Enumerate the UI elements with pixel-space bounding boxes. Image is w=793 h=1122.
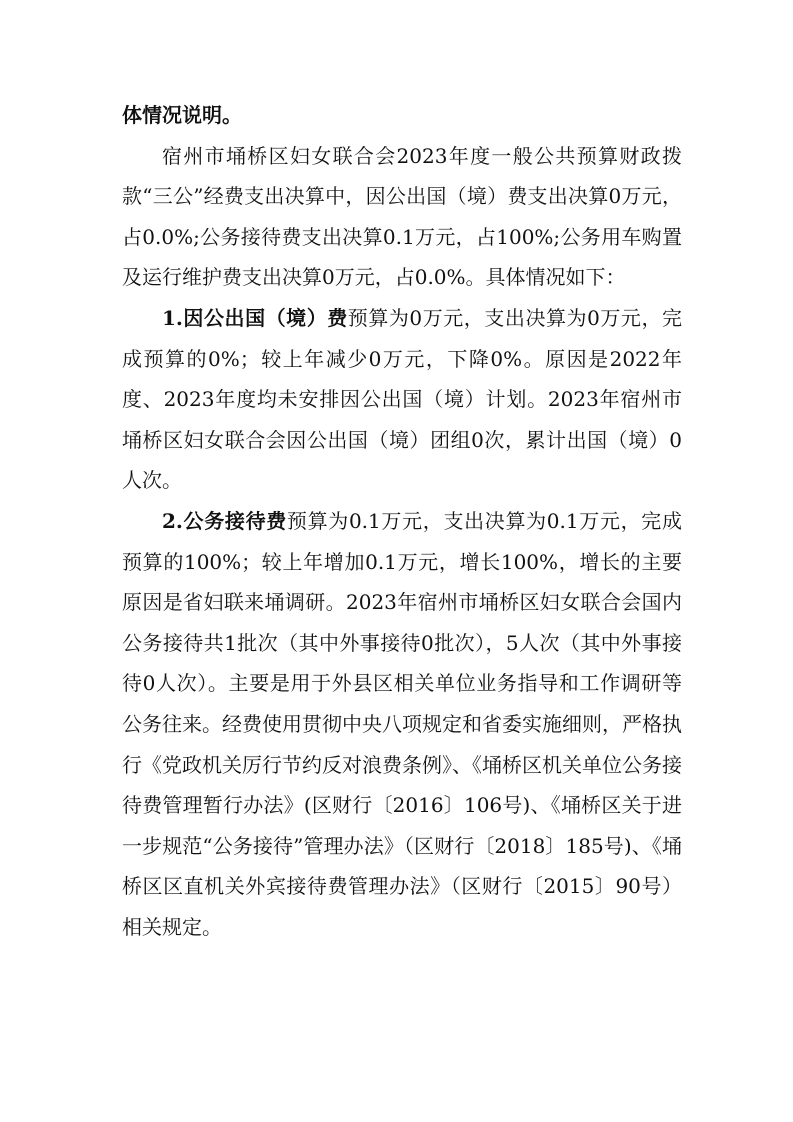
lead-heading: 体情况说明。 [122, 103, 242, 127]
item-1-body: 预算为0万元，支出决算为0万元，完成预算的0%；较上年减少0万元，下降0%。原因是2022年度、2023年度均未安排因公出国（境）计划。2023年宿州市埇桥区妇女联合会因公出国（境）团组0次，累计出国（境）0人次。 [122, 305, 682, 493]
item-2-body: 预算为0.1万元，支出决算为0.1万元，完成预算的100%；较上年增加0.1万元，增长100%，增长的主要原因是省妇联来埇调研。2023年宿州市埇桥区妇女联合会国内公务接待共1批次（其中外事接待0批次），5人次（其中外事接待0人次）。主要是用于外县区相关单位业务指导和工作调研等公务往来。经费使用贯彻中央八项规定和省委实施细则，严格执行《党政机关厉行节约反对浪费条例》、《埇桥区机关单位公务接待费管理暂行办法》(区财行〔2016〕106号)、《埇桥区关于进一步规范“公务接待”管理办法》（区财行〔2018〕185号)、《埇桥区区直机关外宾接待费管理办法》（区财行〔2015〕90号）相关规定。 [122, 508, 682, 939]
item-1-heading: 1.因公出国（境）费 [162, 305, 348, 330]
item-2-paragraph [122, 501, 682, 948]
summary-paragraph: 宿州市埇桥区妇女联合会2023年度一般公共预算财政拨款“三公”经费支出决算中，因公出国（境）费支出决算0万元，占0.0%;公务接待费支出决算0.1万元，占100%;公务用车购置及运行维护费支出决算0万元，占0.0%。具体情况如下： [122, 143, 682, 290]
document-body [122, 95, 682, 947]
item-1-paragraph [122, 298, 682, 501]
item-2-heading: 2.公务接待费 [162, 508, 287, 533]
